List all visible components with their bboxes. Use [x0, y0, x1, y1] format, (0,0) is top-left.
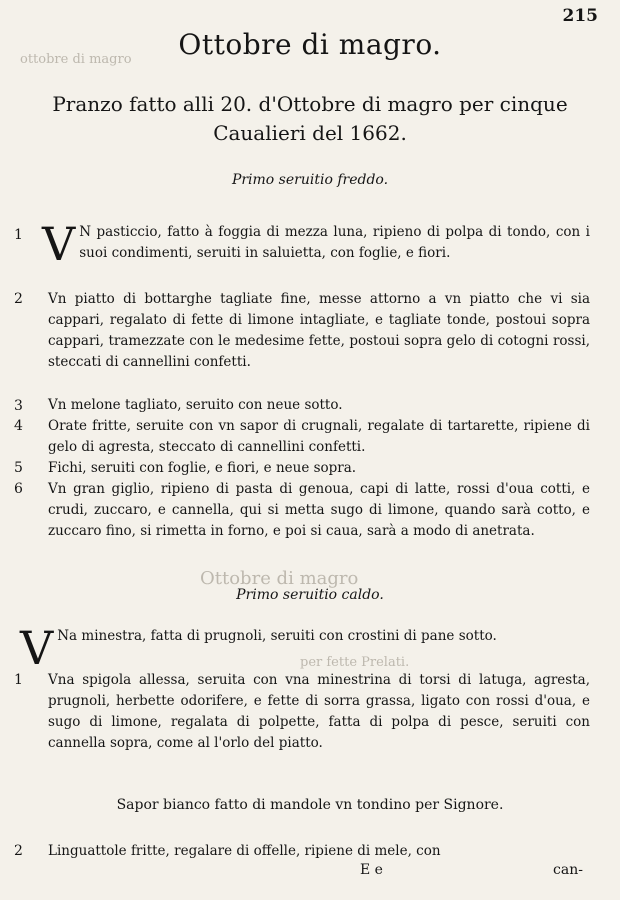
list-item: Vn melone tagliato, seruito con neue sotto.	[48, 397, 343, 413]
entry-number: 4	[14, 418, 23, 434]
page-title: Ottobre di magro.	[178, 28, 442, 61]
list-item: Vn piatto di bottarghe tagliate fine, messe attorno a vn piatto che vi sia cappari, regalato di fette di limone intagliate, e tagliate tonde, postoui sopra cappari, tramezzate con le medesime fette, postoui sopra gelo di cotogni rossi, steccati di cannellini confetti.	[48, 291, 590, 370]
catchword: can-	[553, 862, 583, 878]
entry-number: 1	[14, 227, 23, 243]
section-heading-freddo: Primo seruitio freddo.	[231, 172, 389, 188]
entry-number: 1	[14, 672, 23, 688]
sapor-line: Sapor bianco fatto di mandole vn tondino per Signore.	[116, 797, 504, 813]
signature-mark: E e	[360, 862, 383, 878]
list-item: Orate fritte, seruite con vn sapor di crugnali, regalate di tartarette, ripiene di gelo di agresta, steccato di cannellini confetti.	[48, 418, 590, 455]
bleed-through-text: ottobre di magro	[20, 52, 132, 67]
bleed-through-text: per fette Prelati.	[300, 655, 410, 670]
list-item: Fichi, seruiti con foglie, e fiori, e neue sopra.	[48, 460, 357, 476]
entry-number: 6	[14, 481, 23, 497]
entry-number: 2	[14, 291, 23, 307]
entry-text: N pasticcio, fatto à foggia di mezza luna, ripieno di polpa di tondo, con i suoi condimenti, seruiti in saluietta, con foglie, e fiori.	[79, 224, 590, 261]
entry-number: 3	[14, 398, 23, 414]
list-item: Linguattole fritte, regalare di offelle, ripiene di mele, con	[48, 843, 441, 859]
page-subtitle: Pranzo fatto alli 20. d'Ottobre di magro per cinque Caualieri del 1662.	[52, 92, 568, 145]
entry-number: 2	[14, 843, 23, 859]
drop-cap: V	[20, 621, 54, 675]
bleed-through-text: Ottobre di magro	[200, 568, 359, 589]
drop-cap: V	[42, 217, 76, 271]
list-item	[42, 217, 590, 271]
list-item: Vna spigola allessa, seruita con vna minestrina di torsi di latuga, agresta, prugnoli, herbette odorifere, e fette di sorra grassa, ligato con rossi d'oua, e sugo di limone, regalata di polpette, fatta di polpa di pesce, seruiti con cannella sopra, come al l'orlo del piatto.	[48, 672, 590, 751]
entry-number: 5	[14, 460, 23, 476]
page-number: 215	[562, 6, 598, 26]
list-item: Vn gran giglio, ripieno di pasta di genoua, capi di latte, rossi d'oua cotti, e crudi, zuccaro, e cannella, qui si metta sugo di limone, quando sarà cotto, e zuccaro fino, si rimetta in forno, e poi si caua, sarà a modo di anetrata.	[48, 481, 590, 539]
entry-text: Na minestra, fatta di prugnoli, seruiti con crostini di pane sotto.	[57, 628, 497, 644]
list-item	[20, 621, 590, 675]
section-heading-caldo: Primo seruitio caldo.	[236, 587, 384, 603]
